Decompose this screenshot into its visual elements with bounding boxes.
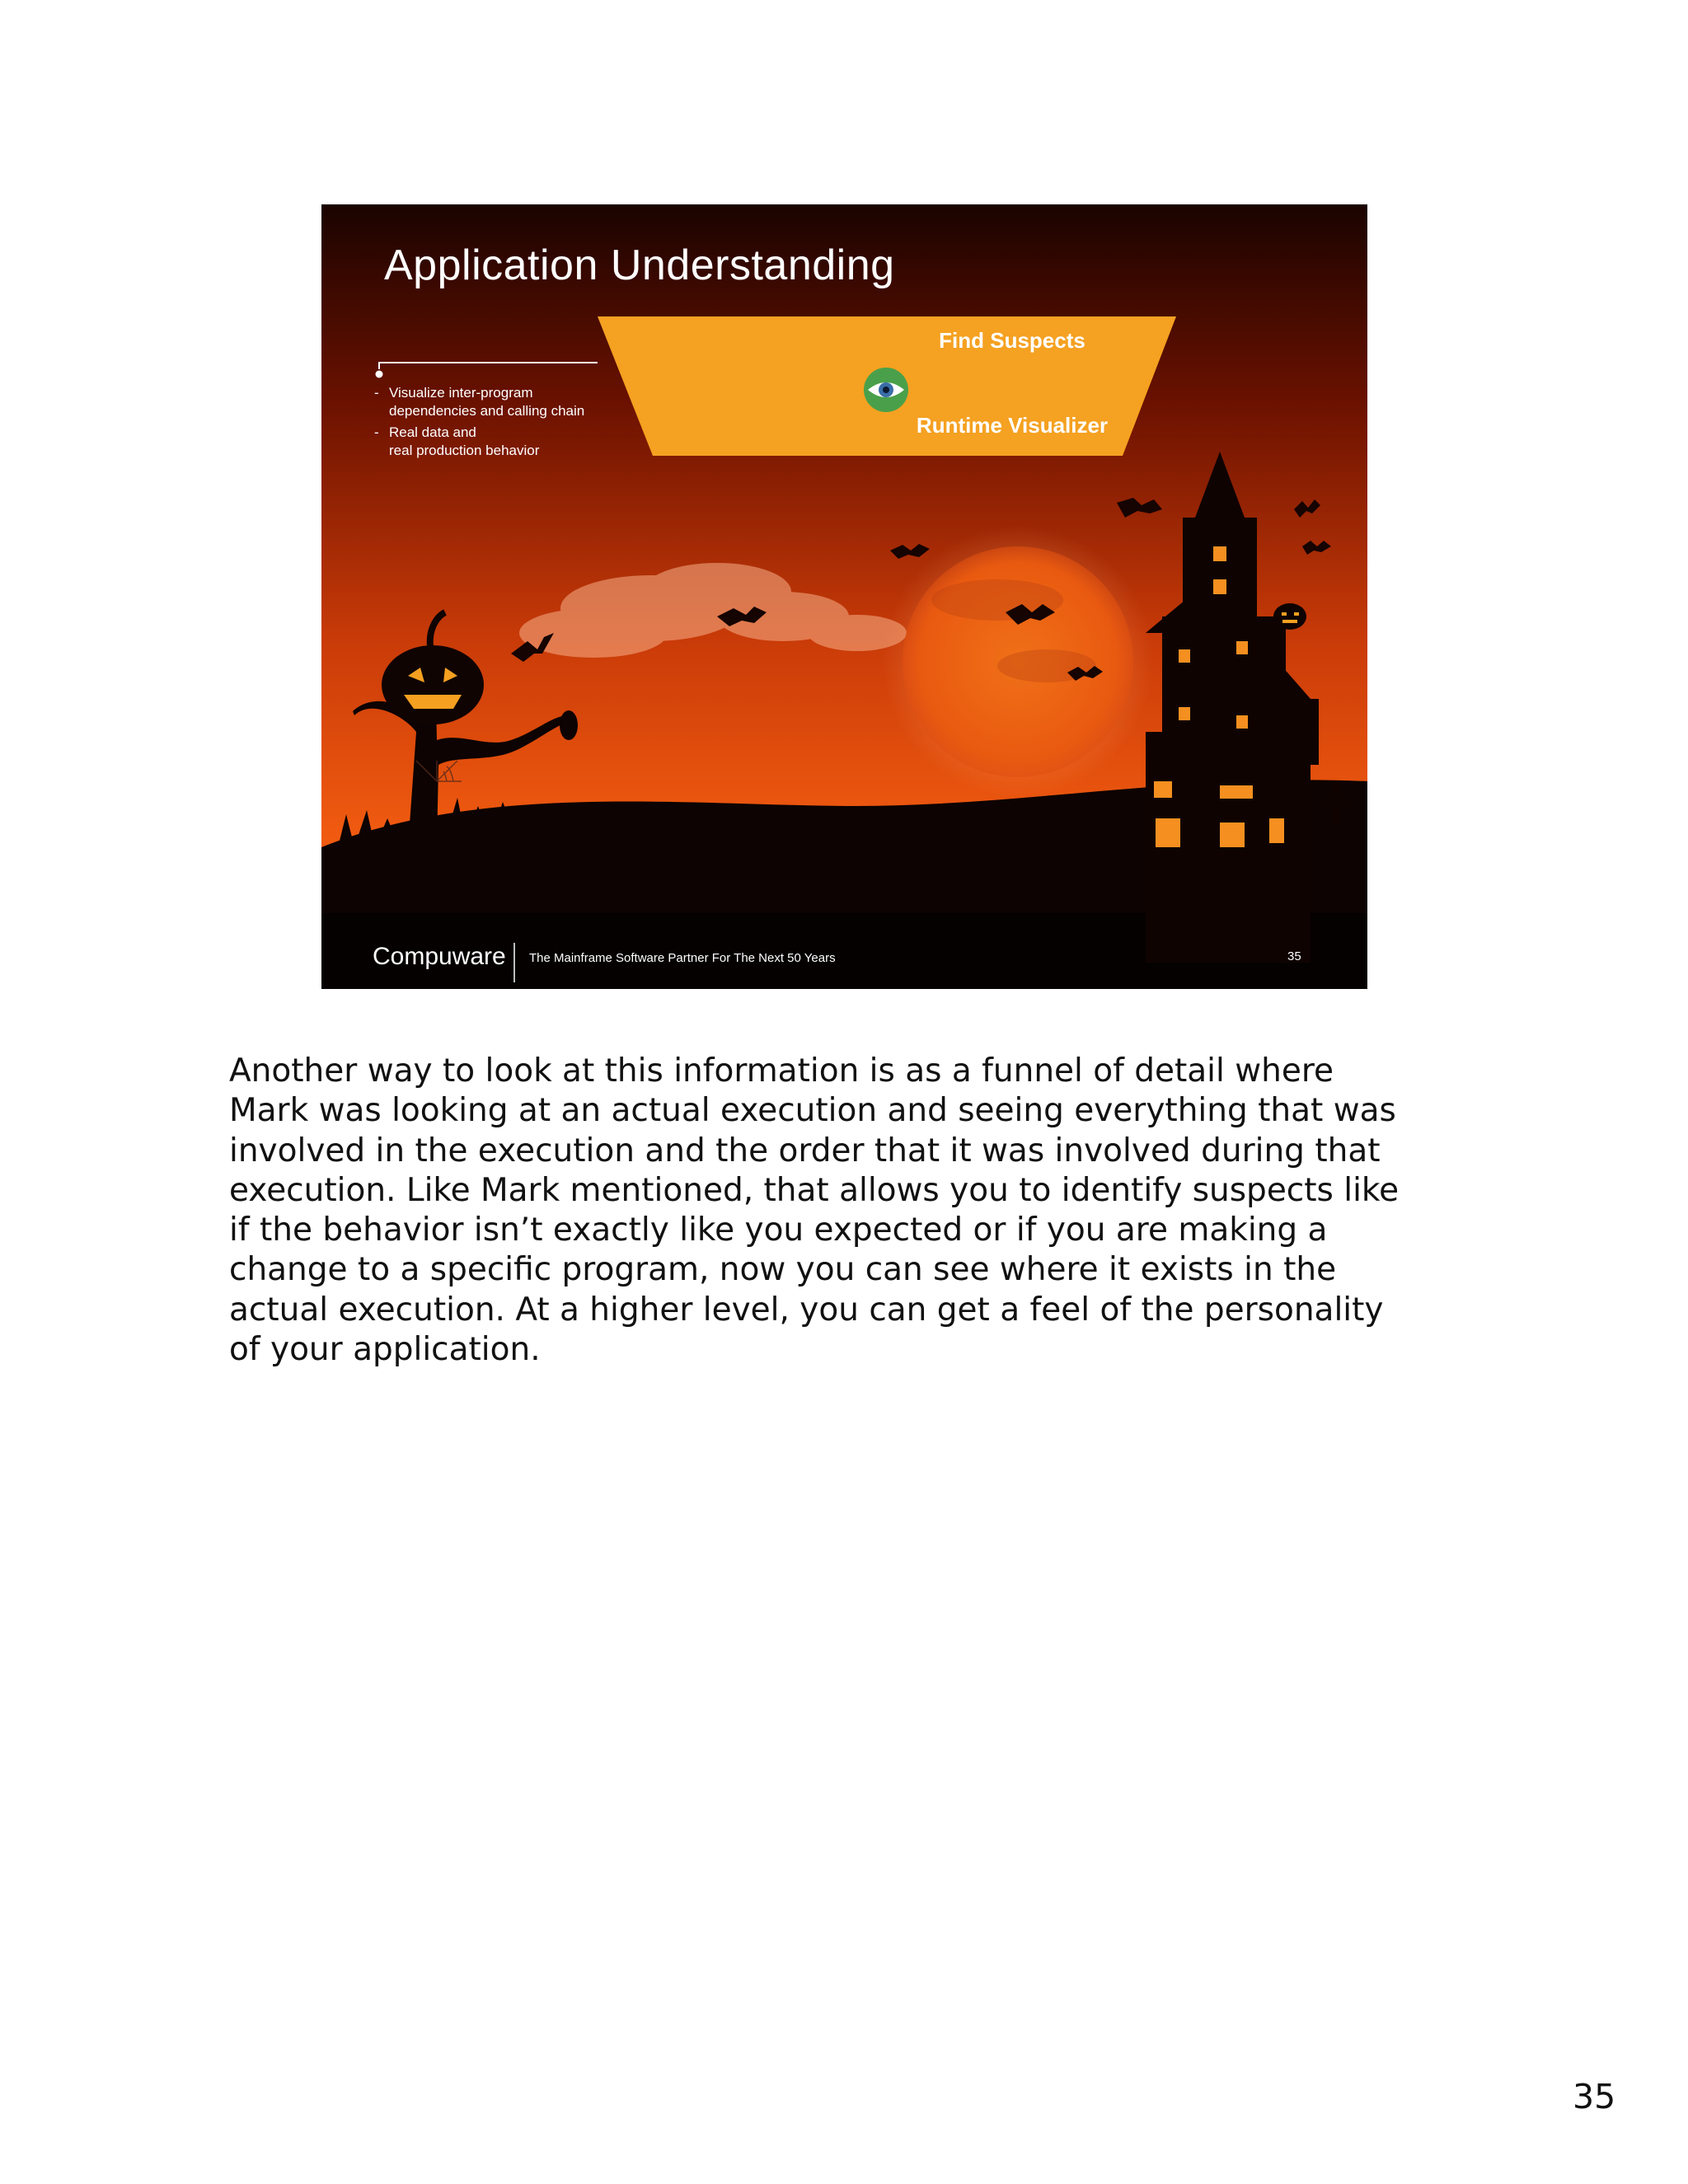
notes-line: Mark was looking at an actual execution and seeing everything that was <box>229 1092 1396 1130</box>
eye-icon <box>864 368 908 412</box>
funnel-heading: Find Suspects <box>939 328 1085 353</box>
notes-line: if the behavior isn’t exactly like you expected or if you are making a <box>229 1212 1328 1249</box>
bullet-text: real production behavior <box>389 443 540 458</box>
bullet-text: Real data and <box>389 424 476 440</box>
bullet-text: dependencies and calling chain <box>389 403 585 419</box>
footer-tagline: The Mainframe Software Partner For The Next 50 Years <box>529 951 836 965</box>
bullet-item: - Visualize inter-program dependencies and calling chain <box>374 385 585 419</box>
halloween-background <box>321 204 1367 989</box>
notes-line: change to a specific program, now you can see where it exists in the <box>229 1251 1337 1289</box>
slide-title: Application Understanding <box>384 241 895 289</box>
slide-image <box>321 204 1367 989</box>
notes-line: Another way to look at this information is as a funnel of detail where <box>229 1052 1334 1090</box>
funnel-subheading: Runtime Visualizer <box>916 413 1109 438</box>
notes-paragraph <box>229 1052 1465 1370</box>
footer-divider <box>513 943 515 982</box>
notes-line: actual execution. At a higher level, you can get a feel of the personality <box>229 1291 1384 1329</box>
bullet-list <box>374 384 584 463</box>
compuware-logo: Compuware <box>373 943 506 970</box>
slide-number: 35 <box>1287 949 1301 963</box>
bullet-text: Visualize inter-program <box>389 385 533 401</box>
page-number: 35 <box>1573 2077 1616 2116</box>
bullet-item: - Real data and real production behavior <box>374 424 584 460</box>
notes-line: involved in the execution and the order that it was involved during that <box>229 1132 1381 1169</box>
owl <box>560 710 578 740</box>
notes-line: execution. Like Mark mentioned, that allows you to identify suspects like <box>229 1171 1400 1209</box>
notes-line: of your application. <box>229 1331 541 1369</box>
